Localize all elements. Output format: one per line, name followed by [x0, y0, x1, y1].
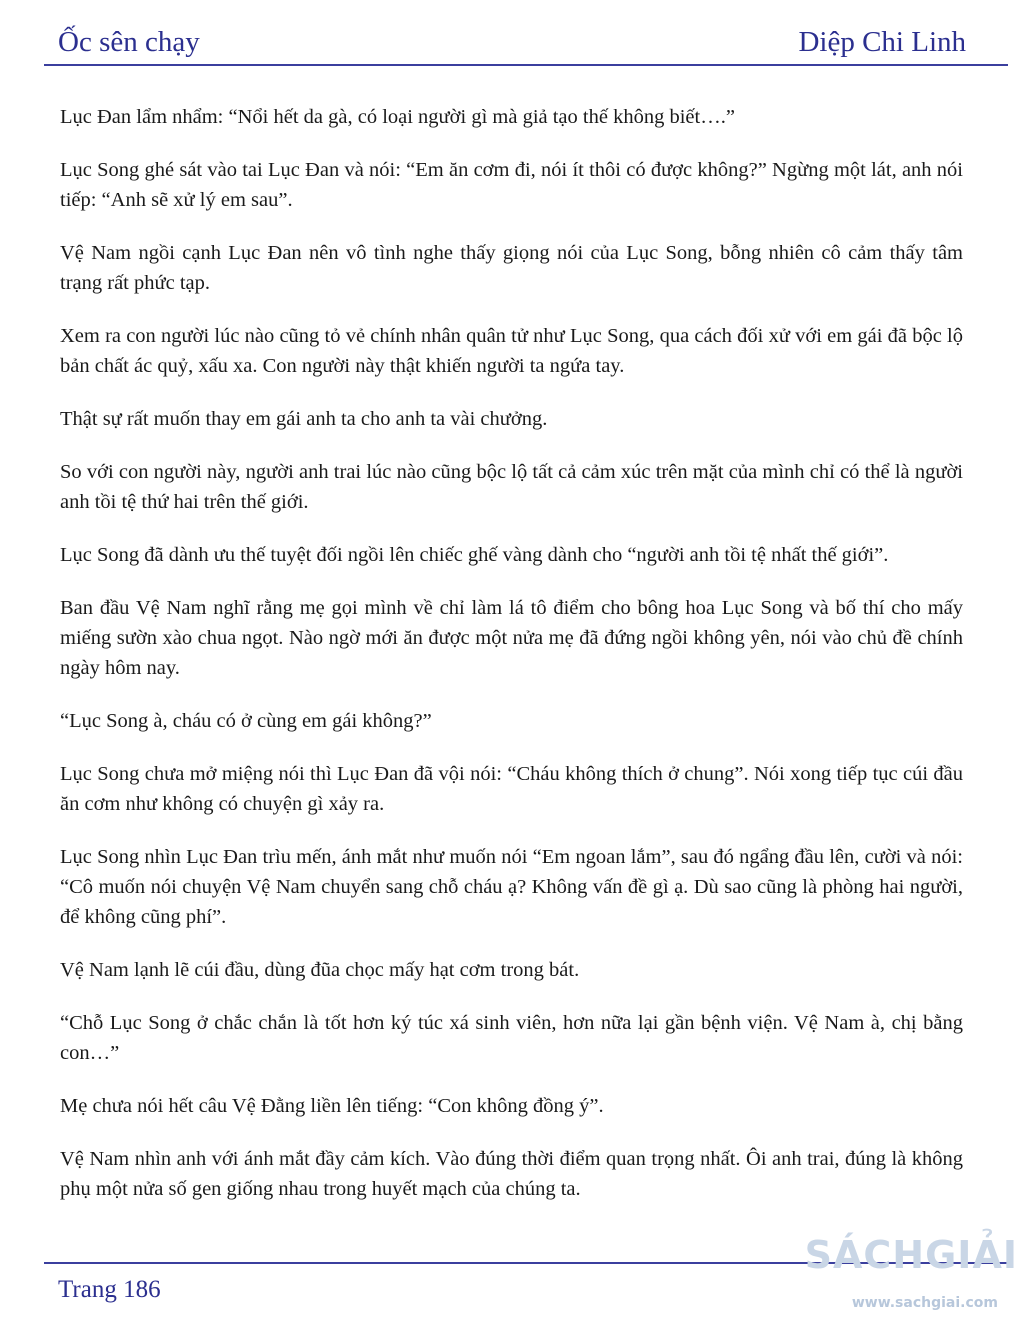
page-body: [60, 102, 963, 1227]
watermark-url: www.sachgiai.com: [851, 1295, 998, 1311]
page-number: Trang 186: [58, 1276, 161, 1303]
page-header: [0, 0, 1024, 70]
paragraph: Ban đầu Vệ Nam nghĩ rằng mẹ gọi mình về chỉ làm lá tô điểm cho bông hoa Lục Song và bố thí cho mấy miếng sườn xào chua ngọt. Nào ngờ mới ăn được một nửa mẹ đã đứng ngồi không yên, nói vào chủ đề chính ngày hôm nay.: [60, 597, 963, 679]
paragraph: “Lục Song à, cháu có ở cùng em gái không?”: [60, 710, 432, 732]
paragraph: So với con người này, người anh trai lúc nào cũng bộc lộ tất cả cảm xúc trên mặt của mình chỉ có thể là người anh tồi tệ thứ hai trên thế giới.: [60, 461, 963, 513]
watermark-logo: [804, 1232, 1018, 1322]
book-title: Ốc sên chạy: [58, 26, 200, 58]
paragraph: Lục Song nhìn Lục Đan trìu mến, ánh mắt như muốn nói “Em ngoan lắm”, sau đó ngẩng đầu lên, cười và nói: “Cô muốn nói chuyện Vệ Nam chuyển sang chỗ cháu ạ? Không vấn đề gì ạ. Dù sao cũng là phòng hai người, để không cũng phí”.: [60, 846, 963, 928]
paragraph: Xem ra con người lúc nào cũng tỏ vẻ chính nhân quân tử như Lục Song, qua cách đối xử với em gái đã bộc lộ bản chất ác quỷ, xấu xa. Con người này thật khiến người ta ngứa tay.: [60, 325, 963, 377]
watermark-logo-text: SÁCHGIẢI: [804, 1233, 1018, 1277]
paragraph: Thật sự rất muốn thay em gái anh ta cho anh ta vài chưởng.: [60, 408, 548, 430]
author-name: Diệp Chi Linh: [798, 26, 966, 58]
paragraph: Lục Song ghé sát vào tai Lục Đan và nói: “Em ăn cơm đi, nói ít thôi có được không?” Ngừng một lát, anh nói tiếp: “Anh sẽ xử lý em sau”.: [60, 159, 963, 211]
paragraph: Vệ Nam nhìn anh với ánh mắt đầy cảm kích. Vào đúng thời điểm quan trọng nhất. Ôi anh trai, đúng là không phụ một nửa số gen giống nhau trong huyết mạch của chúng ta.: [60, 1148, 963, 1200]
paragraph: “Chỗ Lục Song ở chắc chắn là tốt hơn ký túc xá sinh viên, hơn nữa lại gần bệnh viện. Vệ Nam à, chị bằng con…”: [60, 1012, 963, 1064]
paragraph: Lục Đan lẩm nhẩm: “Nổi hết da gà, có loại người gì mà giả tạo thế không biết….”: [60, 106, 735, 128]
paragraph: Vệ Nam ngồi cạnh Lục Đan nên vô tình nghe thấy giọng nói của Lục Song, bỗng nhiên cô cảm thấy tâm trạng rất phức tạp.: [60, 242, 963, 294]
paragraph: Lục Song chưa mở miệng nói thì Lục Đan đã vội nói: “Cháu không thích ở chung”. Nói xong tiếp tục cúi đầu ăn cơm như không có chuyện gì xảy ra.: [60, 763, 963, 815]
paragraph: Lục Song đã dành ưu thế tuyệt đối ngồi lên chiếc ghế vàng dành cho “người anh tồi tệ nhất thế giới”.: [60, 544, 889, 566]
header-divider: [44, 64, 1008, 66]
paragraph: Vệ Nam lạnh lẽ cúi đầu, dùng đũa chọc mấy hạt cơm trong bát.: [60, 959, 580, 981]
paragraph: Mẹ chưa nói hết câu Vệ Đằng liền lên tiếng: “Con không đồng ý”.: [60, 1095, 604, 1117]
